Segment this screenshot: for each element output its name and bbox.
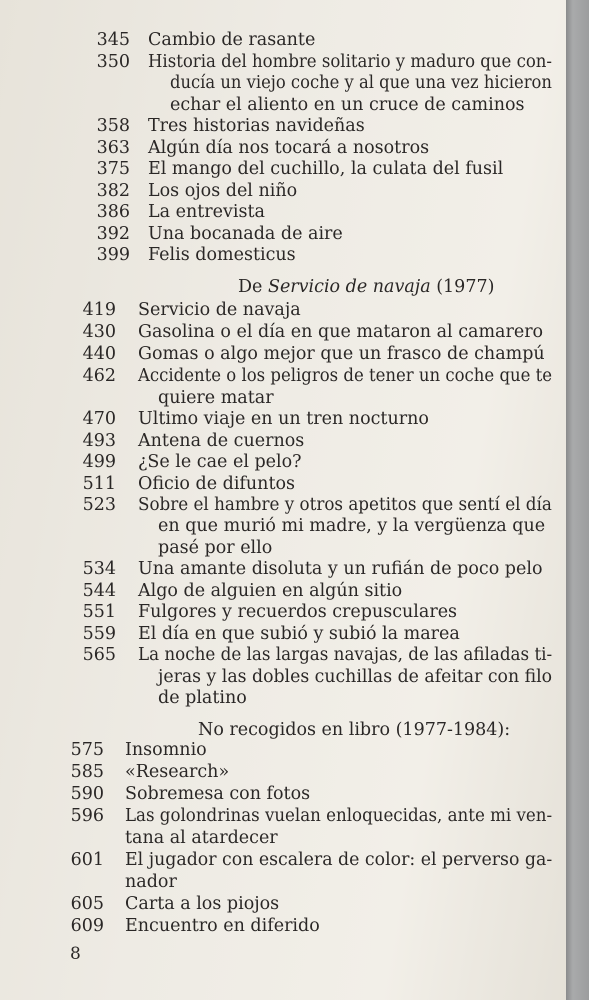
toc-page-number: 605 bbox=[70, 894, 104, 914]
toc-page-number: 544 bbox=[82, 581, 116, 601]
toc-entry-title: Historia del hombre solitario y maduro que con- bbox=[148, 52, 553, 72]
section-heading-no-recogidos bbox=[198, 720, 510, 742]
toc-page-number: 462 bbox=[82, 366, 116, 386]
toc-page-number: 551 bbox=[82, 602, 116, 622]
toc-page-number: 440 bbox=[82, 344, 116, 364]
toc-page-number: 499 bbox=[82, 452, 116, 472]
toc-entry-title: Encuentro en diferido bbox=[125, 916, 320, 936]
toc-page-number: 511 bbox=[82, 474, 116, 494]
toc-entry-title: El día en que subió y subió la marea bbox=[138, 624, 460, 644]
toc-entry-title: Los ojos del niño bbox=[148, 181, 298, 201]
toc-entry-title: Algún día nos tocará a nosotros bbox=[148, 138, 430, 158]
toc-page-number: 350 bbox=[96, 52, 130, 72]
toc-entry-continuation: ducía un viejo coche y al que una vez hicieron bbox=[170, 73, 552, 93]
page-number: 8 bbox=[70, 944, 81, 964]
toc-entry-continuation: jeras y las dobles cuchillas de afeitar con filo bbox=[158, 667, 553, 687]
toc-page-number: 575 bbox=[70, 740, 104, 760]
toc-page-number: 590 bbox=[70, 784, 104, 804]
toc-entry-title: Ultimo viaje en un tren nocturno bbox=[138, 409, 429, 429]
toc-page-number: 534 bbox=[82, 559, 116, 579]
section-heading-prefix: De bbox=[238, 277, 268, 297]
toc-entry-continuation: nador bbox=[125, 872, 177, 892]
toc-page-number: 596 bbox=[70, 806, 104, 826]
toc-entry-title: Fulgores y recuerdos crepusculares bbox=[138, 602, 458, 622]
toc-entry-title: Una bocanada de aire bbox=[148, 224, 343, 244]
toc-page-number: 585 bbox=[70, 762, 104, 782]
toc-page-number: 419 bbox=[82, 300, 116, 320]
toc-entry-continuation: pasé por ello bbox=[158, 538, 273, 558]
toc-entry-title: Cambio de rasante bbox=[148, 30, 316, 50]
toc-page-number: 493 bbox=[82, 431, 116, 451]
toc-entry-continuation: quiere matar bbox=[158, 388, 274, 408]
toc-page-number: 470 bbox=[82, 409, 116, 429]
toc-entry-title: Sobremesa con fotos bbox=[125, 784, 311, 804]
toc-page-number: 523 bbox=[82, 495, 116, 515]
toc-page-number: 363 bbox=[96, 138, 130, 158]
toc-entry-title: Gasolina o el día en que mataron al camarero bbox=[138, 322, 544, 342]
toc-entry-title: El jugador con escalera de color: el perverso ga- bbox=[125, 850, 553, 870]
toc-entry-title: Accidente o los peligros de tener un coche que te bbox=[138, 366, 553, 386]
toc-entry-title: «Research» bbox=[125, 762, 230, 782]
section-heading-title: Servicio de navaja bbox=[267, 277, 431, 297]
toc-page-number: 382 bbox=[96, 181, 130, 201]
page-edge bbox=[566, 0, 589, 1000]
toc-entry-title: Servicio de navaja bbox=[138, 300, 301, 320]
toc-page-number: 358 bbox=[96, 116, 130, 136]
section-heading-year: (1977) bbox=[430, 277, 495, 297]
toc-entry-continuation: tana al atardecer bbox=[125, 828, 278, 848]
toc-entry-title: Carta a los piojos bbox=[125, 894, 280, 914]
toc-entry-continuation: en que murió mi madre, y la vergüenza que bbox=[158, 516, 546, 536]
toc-entry-title: La entrevista bbox=[148, 202, 265, 222]
toc-entry-title: Oficio de difuntos bbox=[138, 474, 296, 494]
section-heading-title: No recogidos en libro (1977-1984): bbox=[198, 720, 511, 740]
toc-page-number: 565 bbox=[82, 645, 116, 665]
toc-entry-title: Una amante disoluta y un rufián de poco pelo bbox=[138, 559, 543, 579]
toc-entry-title: Algo de alguien en algún sitio bbox=[138, 581, 403, 601]
toc-page-number: 375 bbox=[96, 159, 130, 179]
toc-page-number: 430 bbox=[82, 322, 116, 342]
toc-page-number: 601 bbox=[70, 850, 104, 870]
toc-entry-continuation: echar el aliento en un cruce de caminos bbox=[170, 95, 525, 115]
toc-entry-title: Sobre el hambre y otros apetitos que sentí el día bbox=[138, 495, 552, 515]
section-heading-servicio-de-navaja bbox=[238, 277, 494, 299]
toc-page-number: 345 bbox=[96, 30, 130, 50]
toc-page-number: 386 bbox=[96, 202, 130, 222]
toc-page-number: 609 bbox=[70, 916, 104, 936]
toc-entry-title: El mango del cuchillo, la culata del fusil bbox=[148, 159, 504, 179]
toc-entry-title: La noche de las largas navajas, de las afiladas ti- bbox=[138, 645, 553, 665]
toc-page-number: 559 bbox=[82, 624, 116, 644]
toc-page-number: 399 bbox=[96, 245, 130, 265]
toc-entry-title: Tres historias navideñas bbox=[148, 116, 365, 136]
toc-page-number: 392 bbox=[96, 224, 130, 244]
toc-entry-title: Gomas o algo mejor que un frasco de champú bbox=[138, 344, 545, 364]
toc-entry-title: Las golondrinas vuelan enloquecidas, ante mi ven- bbox=[125, 806, 553, 826]
toc-entry-title: Felis domesticus bbox=[148, 245, 296, 265]
toc-entry-title: ¿Se le cae el pelo? bbox=[138, 452, 302, 472]
toc-entry-title: Antena de cuernos bbox=[138, 431, 305, 451]
toc-entry-continuation: de platino bbox=[158, 688, 247, 708]
toc-entry-title: Insomnio bbox=[125, 740, 207, 760]
